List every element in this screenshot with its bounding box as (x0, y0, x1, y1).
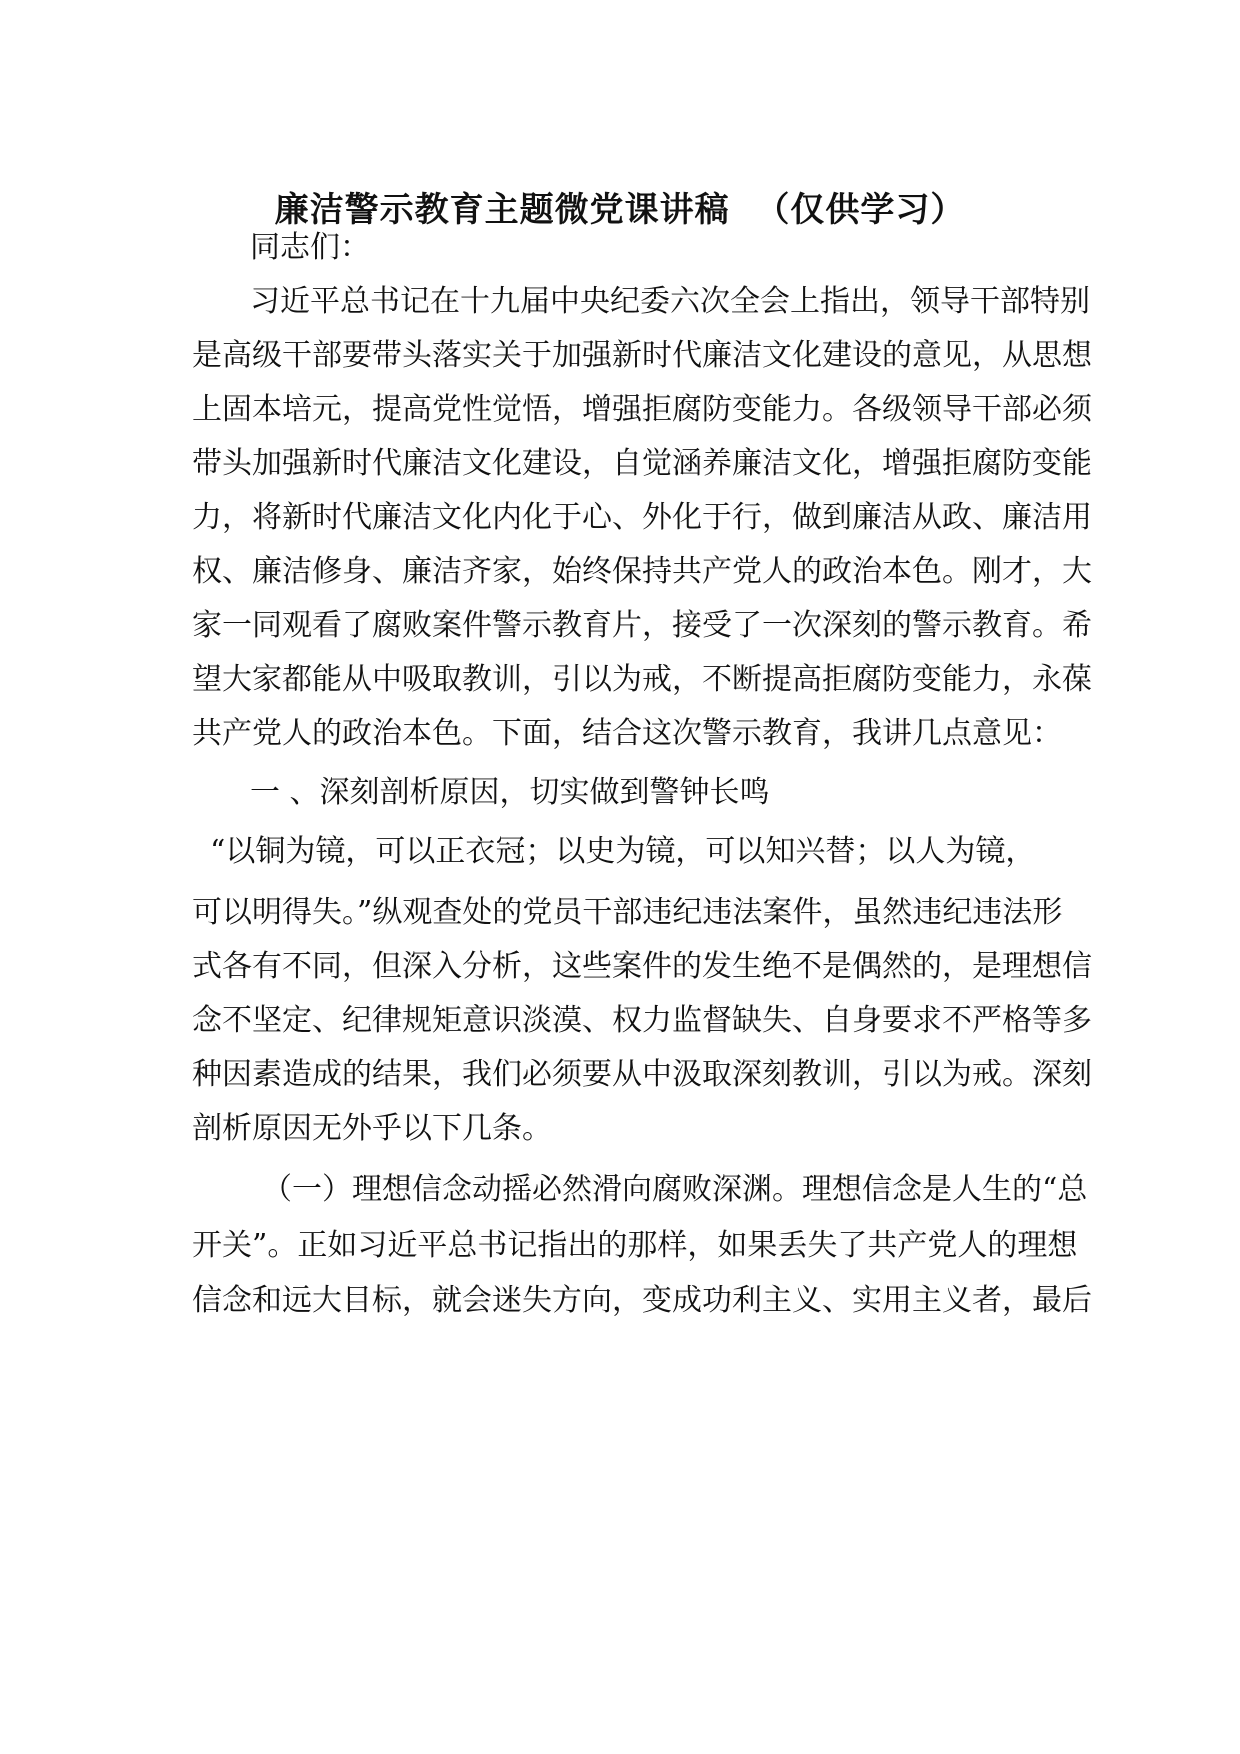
intro-line: 家一同观看了腐败案件警示教育片，接受了一次深刻的警示教育。希 (192, 608, 1092, 643)
document-title: 廉洁警示教育主题微党课讲稿 （仅供学习） (274, 190, 966, 230)
section1-line: 种因素造成的结果，我们必须要从中汲取深刻教训，引以为戒。深刻 (192, 1057, 1092, 1092)
section1-line: 剖析原因无外乎以下几条。 (192, 1111, 552, 1146)
section1-line: “以铜为镜，可以正衣冠；以史为镜，可以知兴替；以人为镜， (210, 834, 1036, 869)
subsection1-line: 信念和远大目标，就会迷失方向，变成功利主义、实用主义者，最后 (192, 1283, 1092, 1318)
section1-line: 可以明得失。”纵观查处的党员干部违纪违法案件，虽然违纪违法形 (192, 895, 1063, 930)
subsection1-line: 开关”。正如习近平总书记指出的那样，如果丢失了共产党人的理想 (192, 1228, 1078, 1263)
intro-line: 权、廉洁修身、廉洁齐家，始终保持共产党人的政治本色。刚才，大 (192, 554, 1092, 589)
intro-line: 带头加强新时代廉洁文化建设，自觉涵养廉洁文化，增强拒腐防变能 (192, 446, 1092, 481)
section-heading: 一 、深刻剖析原因，切实做到警钟长鸣 (250, 775, 770, 810)
subsection1-line: （一）理想信念动摇必然滑向腐败深渊。理想信念是人生的“总 (262, 1172, 1088, 1207)
intro-line: 望大家都能从中吸取教训，引以为戒，不断提高拒腐防变能力，永葆 (192, 662, 1092, 697)
intro-line: 力，将新时代廉洁文化内化于心、外化于行，做到廉洁从政、廉洁用 (192, 500, 1092, 535)
intro-line: 是高级干部要带头落实关于加强新时代廉洁文化建设的意见，从思想 (192, 338, 1092, 373)
intro-line: 共产党人的政治本色。下面，结合这次警示教育，我讲几点意见： (192, 716, 1062, 751)
intro-line: 习近平总书记在十九届中央纪委六次全会上指出，领导干部特别 (250, 284, 1090, 319)
section1-line: 式各有不同，但深入分析，这些案件的发生绝不是偶然的，是理想信 (192, 949, 1092, 984)
intro-line: 上固本培元，提高党性觉悟，增强拒腐防变能力。各级领导干部必须 (192, 392, 1092, 427)
greeting: 同志们： (250, 230, 370, 265)
section1-line: 念不坚定、纪律规矩意识淡漠、权力监督缺失、自身要求不严格等多 (192, 1003, 1092, 1038)
